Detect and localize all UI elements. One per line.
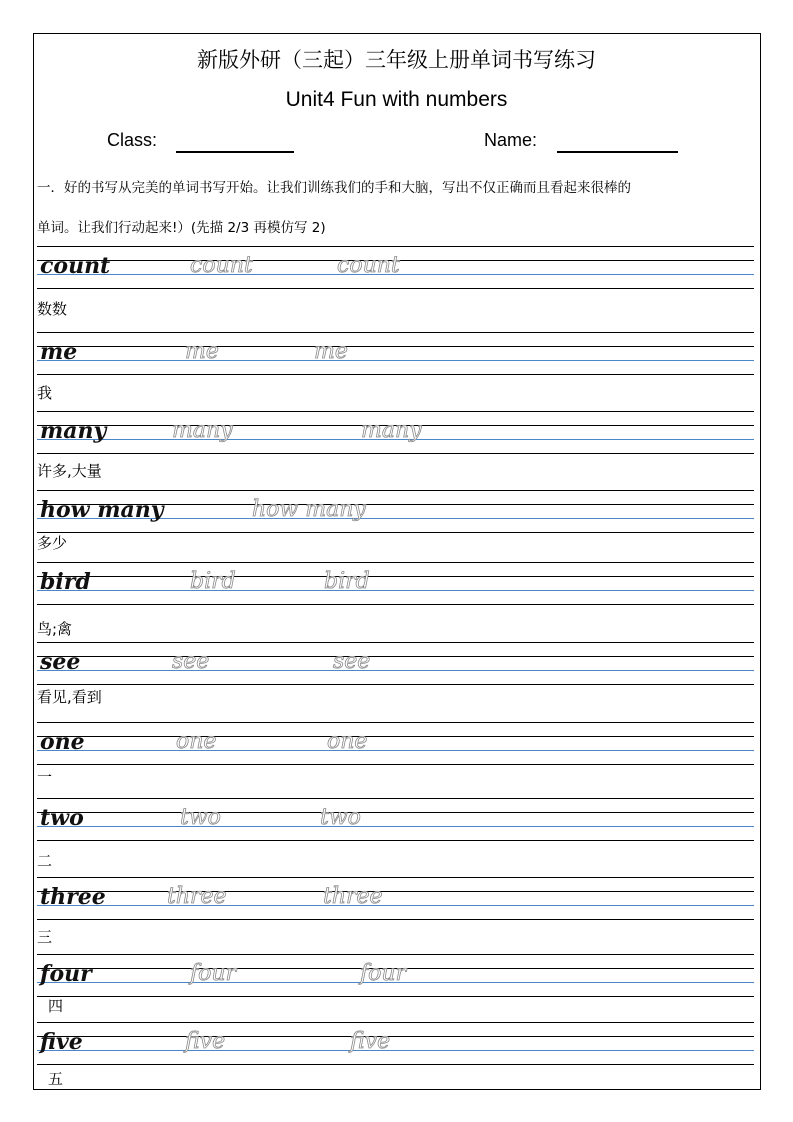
model-word: see [40, 649, 81, 675]
writing-rule [37, 562, 754, 563]
trace-word: one [176, 729, 217, 754]
word-meaning: 多少 [37, 534, 68, 552]
trace-word: five [350, 1029, 391, 1054]
trace-word: count [190, 253, 253, 278]
writing-rule [37, 246, 754, 247]
writing-rule [37, 346, 754, 347]
trace-word: five [185, 1029, 226, 1054]
unit-title: Unit4 Fun with numbers [285, 88, 508, 111]
class-field[interactable] [176, 151, 294, 153]
word-meaning: 鸟;禽 [37, 620, 73, 638]
writing-rule [37, 722, 754, 723]
word-meaning: 数数 [37, 300, 68, 318]
word-meaning: 三 [37, 928, 53, 946]
model-word: four [40, 961, 92, 987]
word-meaning: 一 [37, 768, 53, 786]
class-label: Class: [107, 130, 158, 150]
word-meaning: 二 [37, 852, 53, 870]
trace-word: bird [190, 569, 236, 594]
writing-rule [37, 490, 754, 491]
writing-rule [37, 1036, 754, 1037]
writing-rule [37, 798, 754, 799]
writing-rule [37, 877, 754, 878]
writing-rule [37, 332, 754, 333]
model-word: count [40, 253, 111, 279]
trace-word: many [361, 418, 422, 443]
writing-rule [37, 374, 754, 375]
writing-rule [37, 1022, 754, 1023]
writing-rule [37, 954, 754, 955]
baseline-rule [37, 360, 754, 361]
writing-rule [37, 642, 754, 643]
baseline-rule [37, 1050, 754, 1051]
worksheet-title: 新版外研（三起）三年级上册单词书写练习 [197, 48, 596, 72]
word-meaning: 五 [48, 1070, 64, 1088]
baseline-rule [37, 905, 754, 906]
trace-word: three [167, 884, 227, 909]
word-meaning: 许多,大量 [37, 462, 102, 480]
writing-rule [37, 684, 754, 685]
writing-rule [37, 411, 754, 412]
model-word: many [40, 418, 107, 444]
baseline-rule [37, 670, 754, 671]
trace-word: one [327, 729, 368, 754]
baseline-rule [37, 590, 754, 591]
writing-rule [37, 453, 754, 454]
writing-rule [37, 919, 754, 920]
word-meaning: 看见,看到 [37, 688, 102, 706]
trace-word: see [333, 649, 371, 674]
writing-rule [37, 812, 754, 813]
trace-word: four [190, 961, 237, 986]
name-label: Name: [484, 130, 538, 150]
trace-word: me [185, 339, 219, 364]
trace-word: three [323, 884, 383, 909]
writing-rule [37, 288, 754, 289]
model-word: bird [40, 569, 91, 595]
trace-word: how many [252, 497, 366, 522]
writing-rule [37, 576, 754, 577]
trace-word: count [337, 253, 400, 278]
model-word: three [40, 884, 106, 910]
writing-rule [37, 736, 754, 737]
writing-rule [37, 996, 754, 997]
writing-rule [37, 604, 754, 605]
model-word: two [40, 805, 84, 831]
model-word: one [40, 729, 85, 755]
baseline-rule [37, 826, 754, 827]
writing-rule [37, 532, 754, 533]
instruction-line-1: 一．好的书写从完美的单词书写开始。让我们训练我们的手和大脑，写出不仅正确而且看起来很棒的 [37, 180, 631, 196]
writing-rule [37, 1064, 754, 1065]
writing-rule [37, 840, 754, 841]
model-word: how many [40, 497, 164, 523]
trace-word: two [320, 805, 361, 830]
trace-word: four [360, 961, 407, 986]
writing-rule [37, 891, 754, 892]
writing-rule [37, 656, 754, 657]
word-meaning: 我 [37, 384, 53, 402]
writing-rule [37, 764, 754, 765]
trace-word: many [172, 418, 233, 443]
name-field[interactable] [557, 151, 678, 153]
word-meaning: 四 [48, 997, 64, 1015]
trace-word: me [314, 339, 348, 364]
trace-word: two [180, 805, 221, 830]
model-word: me [40, 339, 78, 365]
trace-word: bird [324, 569, 370, 594]
baseline-rule [37, 750, 754, 751]
instruction-line-2: 单词。让我们行动起来!）(先描 2/3 再模仿写 2) [37, 220, 326, 236]
trace-word: see [172, 649, 210, 674]
model-word: five [40, 1029, 83, 1055]
